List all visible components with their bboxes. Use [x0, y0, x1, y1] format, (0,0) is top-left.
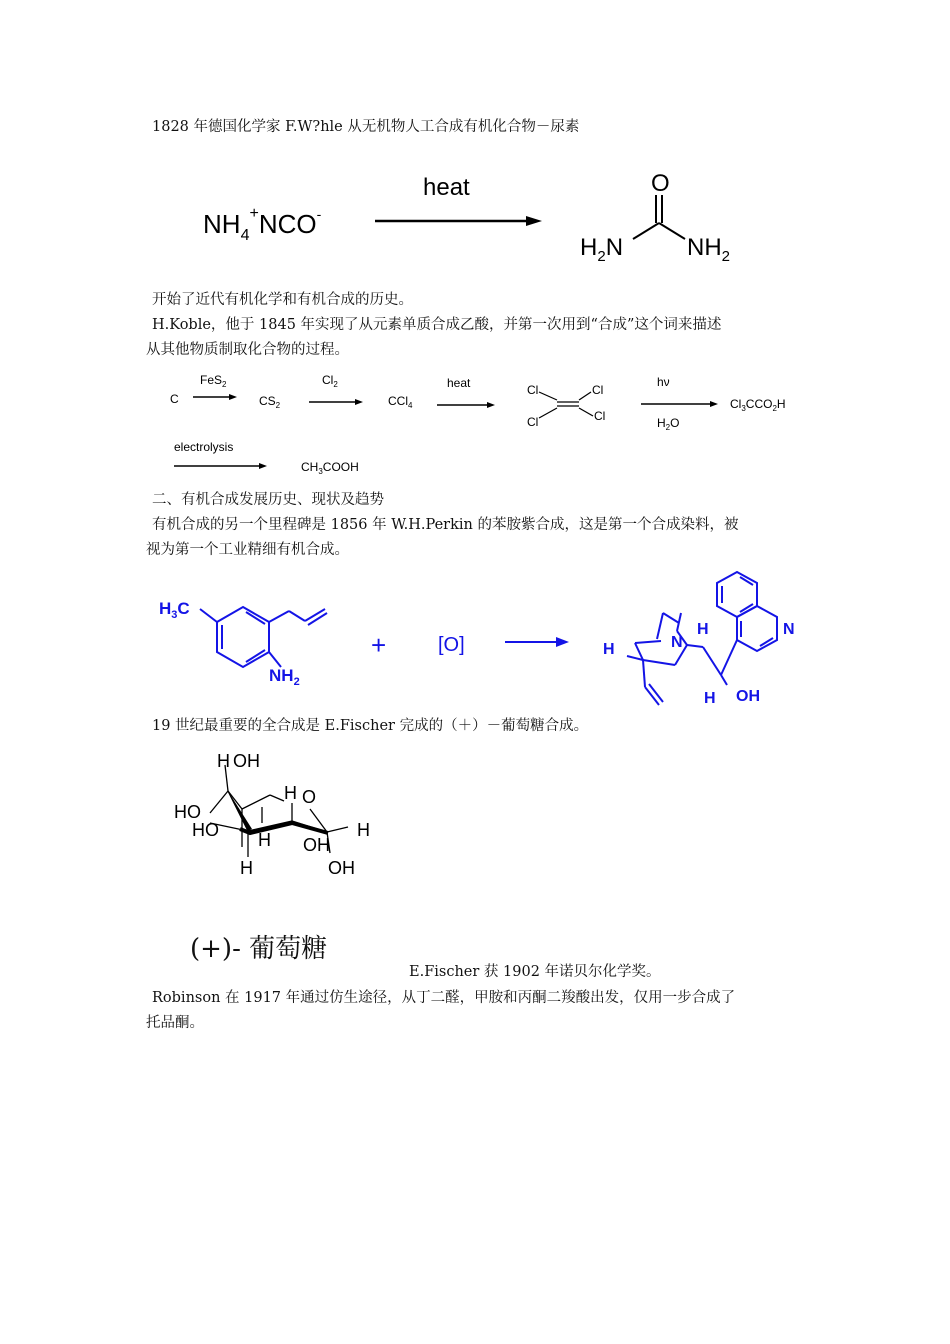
acetic-acid: $CH_3COOH$	[301, 460, 359, 476]
tetrachloroethylene-bonds	[539, 392, 593, 418]
glucose-caption: (+)- 葡萄糖	[190, 934, 328, 964]
reagent-hv: hν	[657, 375, 670, 389]
history-line1: 开始了近代有机化学和有机合成的历史。	[152, 292, 413, 308]
glucose-oh-c2: OH	[303, 835, 330, 855]
urea-scheme	[195, 165, 795, 275]
history-line3: 从其他物质制取化合物的过程。	[146, 342, 349, 358]
reagent-heat: heat	[447, 376, 471, 390]
urea-nh2: $NH_2$	[687, 234, 731, 265]
glucose-ho-2: HO	[192, 820, 219, 840]
trichloroacetic-acid: $Cl_3CCO_2H$	[730, 397, 786, 413]
glucose-oh-top: OH	[233, 751, 260, 771]
glucose-h-right: H	[357, 820, 370, 840]
glucose-structure	[170, 745, 400, 885]
quinine-h2: H	[603, 641, 615, 658]
reagent-cl2: $Cl_2$	[322, 373, 338, 389]
arrowhead-2	[355, 399, 363, 405]
glucose-h-top: H	[217, 751, 230, 771]
ccl4: CCl$_4$	[388, 394, 413, 410]
glucose-o-ring: O	[302, 787, 317, 807]
glucose-h-c3: H	[258, 830, 271, 850]
carbon: C	[170, 392, 179, 406]
quinoline-n: N	[783, 621, 795, 638]
robinson-line1: Robinson 在 1917 年通过仿生途径，从丁二醛，甲胺和丙酮二羧酸出发，仅用一步合成了	[152, 990, 736, 1006]
urea-h2n: $H_2N$	[580, 234, 624, 265]
methyl-label: $H_3C$	[159, 599, 190, 621]
arrowhead-1	[229, 394, 237, 400]
quinine-h3: H	[704, 690, 716, 707]
robinson-line2: 托品酮。	[146, 1015, 204, 1031]
acetic-acid-scheme	[165, 370, 815, 480]
reagent-electrolysis: electrolysis	[174, 440, 234, 454]
glucose-ho-1: HO	[174, 802, 201, 822]
perkin-arrowhead	[556, 637, 569, 647]
reactant-nh4: $NH_4^+NCO^-$	[203, 205, 322, 244]
reagent-fes2: FeS$_2$	[200, 373, 227, 389]
quinine-oh: OH	[736, 688, 760, 705]
section2-line1: 有机合成的另一个里程碑是 1856 年 W.H.Perkin 的苯胺紫合成，这是第一个合成染料，被	[152, 517, 739, 533]
cs2: $CS_2$	[259, 394, 281, 410]
cl-bottom-left: Cl	[527, 415, 539, 429]
glucose-wedge-bond	[228, 791, 252, 831]
glucose-bold-edge	[240, 823, 328, 833]
glucose-oh-bottom: OH	[328, 858, 355, 878]
arrowhead-3	[487, 402, 495, 408]
amine-label: $NH_2$	[269, 666, 300, 688]
section2-heading: 二、有机合成发展历史、现状及趋势	[152, 492, 384, 508]
cl-top-right: Cl	[592, 383, 604, 397]
heat-label: heat	[423, 174, 470, 201]
toluidine-structure	[200, 607, 327, 667]
arrowhead-5	[259, 463, 267, 469]
section2-line2: 视为第一个工业精细有机合成。	[146, 542, 349, 558]
urea-cn-left	[633, 223, 659, 239]
glucose-h-bottom: H	[240, 858, 253, 878]
urea-oxygen: O	[651, 170, 670, 197]
glucose-line: 19 世纪最重要的全合成是 E.Fischer 完成的（＋）－葡萄糖合成。	[152, 718, 589, 734]
cl-top-left: Cl	[527, 383, 539, 397]
intro-line: 1828 年德国化学家 F.W?hle 从无机物人工合成有机化合物－尿素	[152, 119, 580, 135]
reagent-h2o: $H_2O$	[657, 416, 680, 432]
arrowhead-4	[710, 401, 718, 407]
history-line2: H.Koble，他于 1845 年实现了从元素单质合成乙酸，并第一次用到“合成”这个词来描述	[152, 317, 722, 333]
quinine-structure	[627, 572, 777, 705]
oxidant-label: [O]	[438, 634, 465, 656]
plus-sign: +	[371, 630, 387, 660]
urea-cn-right	[659, 223, 685, 239]
glucose-h-mid: H	[284, 783, 297, 803]
perkin-scheme	[155, 565, 835, 715]
nobel-line: E.Fischer 获 1902 年诺贝尔化学奖。	[409, 964, 661, 980]
quinine-h1: H	[697, 621, 709, 638]
cl-bottom-right: Cl	[594, 409, 606, 423]
arrowhead	[526, 216, 542, 226]
quinuclidine-n: N	[671, 634, 683, 651]
